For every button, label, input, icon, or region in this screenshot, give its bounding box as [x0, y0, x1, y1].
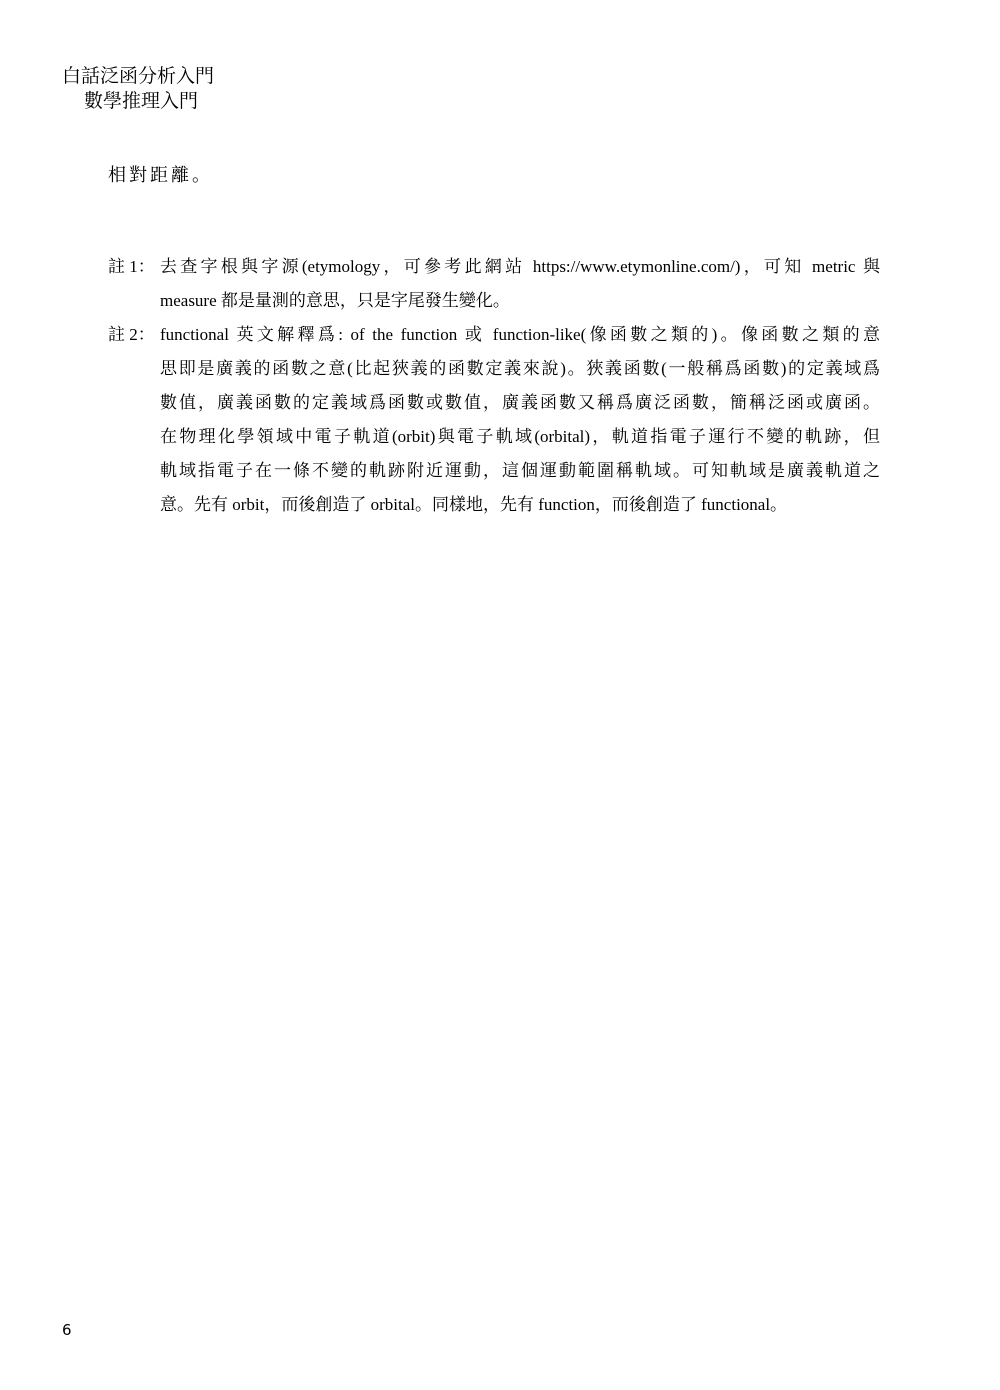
note-2-line-4: 在物理化學領域中電子軌道(orbit)與電子軌域(orbital)，軌道指電子運行不變的軌跡，但: [160, 427, 880, 446]
note-1: [108, 250, 880, 318]
note-1-text: [160, 250, 880, 318]
note-1-line-2: measure 都是量測的意思，只是字尾發生變化。: [160, 291, 510, 310]
note-2-line-1: functional 英文解釋爲: of the function 或 function-like(像函數之類的)。像函數之類的意: [160, 325, 880, 344]
note-2: [108, 318, 880, 522]
note-1-label: 註 1：: [108, 257, 155, 276]
note-2-line-6: 意。先有 orbit，而後創造了 orbital。同樣地，先有 function，而後創造了 functional。: [160, 495, 788, 514]
opening-line: 相對距離。: [108, 165, 213, 186]
note-2-line-5: 軌域指電子在一條不變的軌跡附近運動，這個運動範圍稱軌域。可知軌域是廣義軌道之: [160, 461, 880, 480]
note-2-label: 註 2：: [108, 325, 155, 344]
notes-section: [108, 250, 880, 522]
note-2-line-3: 數值，廣義函數的定義域爲函數或數值，廣義函數又稱爲廣泛函數，簡稱泛函或廣函。: [160, 393, 880, 412]
header-chapter-title: 數學推理入門: [84, 90, 199, 112]
page-number: 6: [62, 1321, 72, 1339]
note-2-text: [160, 318, 880, 522]
note-1-line-1: 去查字根與字源(etymology，可參考此網站 https://www.etymonline.com/)，可知 metric 與: [160, 257, 880, 276]
running-header: [62, 64, 214, 114]
note-2-line-2: 思即是廣義的函數之意(比起狹義的函數定義來說)。狹義函數(一般稱爲函數)的定義域爲: [160, 359, 880, 378]
header-book-title: 白話泛函分析入門: [62, 65, 215, 87]
